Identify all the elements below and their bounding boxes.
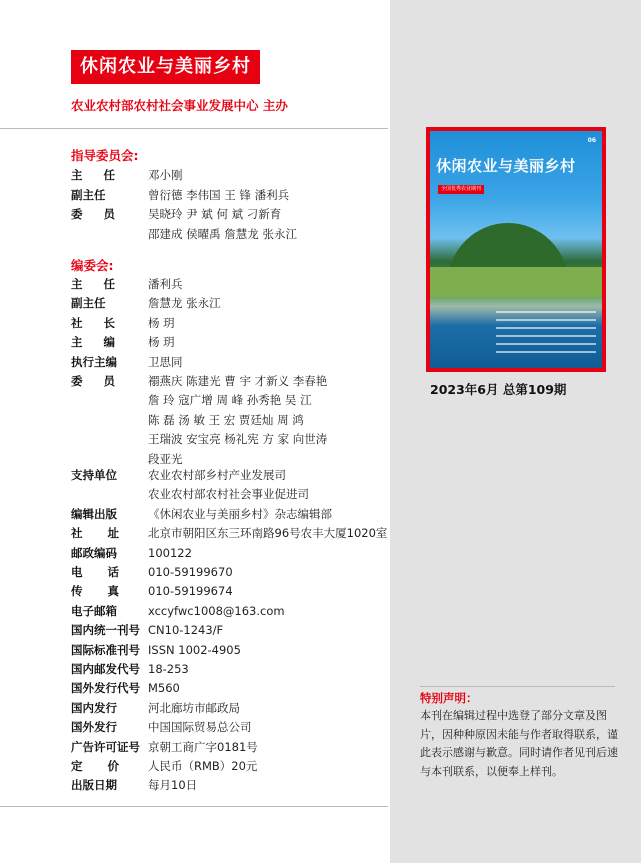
row-value: 詹 玲 寇广增 周 峰 孙秀艳 吴 江 xyxy=(148,393,312,408)
cover-issue-number: 06 xyxy=(587,137,596,144)
row-value: xccyfwc1008@163.com xyxy=(148,603,285,618)
section-heading: 编委会: xyxy=(71,258,114,273)
cover-photo xyxy=(430,131,602,368)
divider xyxy=(420,686,615,687)
row-label xyxy=(71,372,115,391)
row-value: 吴晓玲 尹 斌 何 斌 刁新育 xyxy=(148,207,282,221)
row-label xyxy=(71,333,115,352)
row-label-part: 编 xyxy=(103,335,115,350)
row-label xyxy=(71,275,115,294)
row-value: ISSN 1002-4905 xyxy=(148,642,241,657)
row-value: 杨 玥 xyxy=(148,335,175,350)
row-label-part: 价 xyxy=(107,759,119,773)
row-label-part: 主 xyxy=(71,168,83,182)
row-label-part: 国外发行 xyxy=(71,720,117,735)
row-value: 潘利兵 xyxy=(148,277,183,291)
notice-text: 本刊在编辑过程中选登了部分文章及图片，因种种原因未能与作者取得联系，谨此表示感谢与歉意。同时请作者见刊后速与本刊联系，以便奉上样刊。 xyxy=(420,709,618,778)
row-label xyxy=(71,505,117,524)
row-label-part: 主 xyxy=(71,335,83,350)
row-label-part: 国内发行 xyxy=(71,700,117,715)
row-label-part: 委 xyxy=(71,207,83,221)
row-label xyxy=(71,621,140,640)
row-value: 詹慧龙 张永江 xyxy=(148,296,221,311)
row-label xyxy=(71,294,106,313)
row-value: 农业农村部农村社会事业促进司 xyxy=(148,487,309,502)
row-label-part: 支持单位 xyxy=(71,468,117,482)
row-label-part: 国内统一刊号 xyxy=(71,623,140,638)
row-value: 禤燕庆 陈建光 曹 宇 才新义 李春艳 xyxy=(148,374,328,388)
divider xyxy=(0,128,388,129)
row-value: 段亚光 xyxy=(148,451,183,466)
row-label-part: 出版日期 xyxy=(71,778,117,793)
notice-title: 特别声明： xyxy=(420,691,478,705)
row-label-part: 传 xyxy=(71,584,83,599)
row-label xyxy=(71,563,119,582)
row-label xyxy=(71,582,119,601)
row-label xyxy=(71,353,117,372)
cover-image xyxy=(426,127,606,372)
row-label xyxy=(71,738,140,757)
row-label-part: 话 xyxy=(107,565,119,579)
row-value: 北京市朝阳区东三环南路96号农丰大厦1020室 xyxy=(148,526,388,541)
row-label-part: 国内邮发代号 xyxy=(71,662,140,676)
row-label-part: 委 xyxy=(71,374,83,388)
row-value: 中国国际贸易总公司 xyxy=(148,720,252,735)
row-label-part: 社 xyxy=(71,315,83,330)
row-value: 王瑞波 安宝亮 杨礼宪 方 家 向世涛 xyxy=(148,432,328,447)
row-label-part: 广告许可证号 xyxy=(71,739,140,754)
row-label-part: 副主任 xyxy=(71,187,106,202)
cover-tag: 全国优秀农业期刊 xyxy=(438,185,484,194)
row-label-part: 定 xyxy=(71,759,83,773)
row-label-part: 电子邮箱 xyxy=(71,603,117,618)
row-label-part: 址 xyxy=(107,526,119,541)
row-label xyxy=(71,679,140,698)
divider xyxy=(0,806,388,807)
cover-field xyxy=(430,267,602,297)
row-label xyxy=(71,699,117,718)
row-label-part: 副主任 xyxy=(71,296,106,311)
row-label xyxy=(71,757,119,776)
row-value: 人民币（RMB）20元 xyxy=(148,759,258,773)
row-label-part: 国际标准刊号 xyxy=(71,642,140,657)
row-value: 010-59199674 xyxy=(148,584,233,599)
row-value: 农业农村部乡村产业发展司 xyxy=(148,468,286,482)
issue-caption: 2023年6月 总第109期 xyxy=(430,382,567,397)
row-value: 《休闲农业与美丽乡村》杂志编辑部 xyxy=(148,506,332,521)
section-heading: 指导委员会: xyxy=(71,148,139,163)
row-label xyxy=(71,641,140,660)
row-label xyxy=(71,205,115,224)
row-label-part: 社 xyxy=(71,526,83,541)
host-organization: 农业农村部农村社会事业发展中心 主办 xyxy=(71,98,288,113)
row-value: 邓小刚 xyxy=(148,168,183,182)
row-value: 河北廊坊市邮政局 xyxy=(148,700,240,715)
magazine-title: 休闲农业与美丽乡村 xyxy=(71,50,260,84)
row-value: CN10-1243/F xyxy=(148,623,224,638)
row-value: 邵建成 侯曜禹 詹慧龙 张永江 xyxy=(148,226,297,241)
cover-title: 休闲农业与美丽乡村 xyxy=(436,157,576,175)
row-label-part: 主 xyxy=(71,277,83,291)
row-label-part: 员 xyxy=(103,207,115,221)
row-value: 每月10日 xyxy=(148,778,198,793)
row-value: 杨 玥 xyxy=(148,315,175,330)
row-label xyxy=(71,186,106,205)
row-value: 卫思同 xyxy=(148,354,183,369)
row-label xyxy=(71,466,117,485)
cover-contents-text xyxy=(496,311,596,359)
row-label xyxy=(71,602,117,621)
row-label-part: 任 xyxy=(103,277,115,291)
row-value: 100122 xyxy=(148,545,192,560)
row-value: M560 xyxy=(148,681,180,696)
row-label-part: 真 xyxy=(107,584,119,599)
row-label-part: 执行主编 xyxy=(71,354,117,369)
row-label-part: 编辑出版 xyxy=(71,506,117,521)
row-label-part: 邮政编码 xyxy=(71,545,117,560)
row-value: 曾衍德 李伟国 王 锋 潘利兵 xyxy=(148,187,290,202)
row-label-part: 国外发行代号 xyxy=(71,681,140,696)
row-label xyxy=(71,718,117,737)
row-label xyxy=(71,314,115,333)
row-label xyxy=(71,660,140,679)
row-label-part: 任 xyxy=(103,168,115,182)
row-label-part: 电 xyxy=(71,565,83,579)
row-value: 010-59199670 xyxy=(148,565,233,579)
row-value: 陈 磊 汤 敏 王 宏 贾廷灿 周 鸿 xyxy=(148,412,304,427)
row-label xyxy=(71,544,117,563)
row-value: 18-253 xyxy=(148,662,189,676)
row-label xyxy=(71,524,119,543)
row-label-part: 员 xyxy=(103,374,115,388)
row-label xyxy=(71,776,117,795)
row-label-part: 长 xyxy=(103,315,115,330)
row-label xyxy=(71,166,115,185)
row-value: 京朝工商广字0181号 xyxy=(148,739,258,754)
